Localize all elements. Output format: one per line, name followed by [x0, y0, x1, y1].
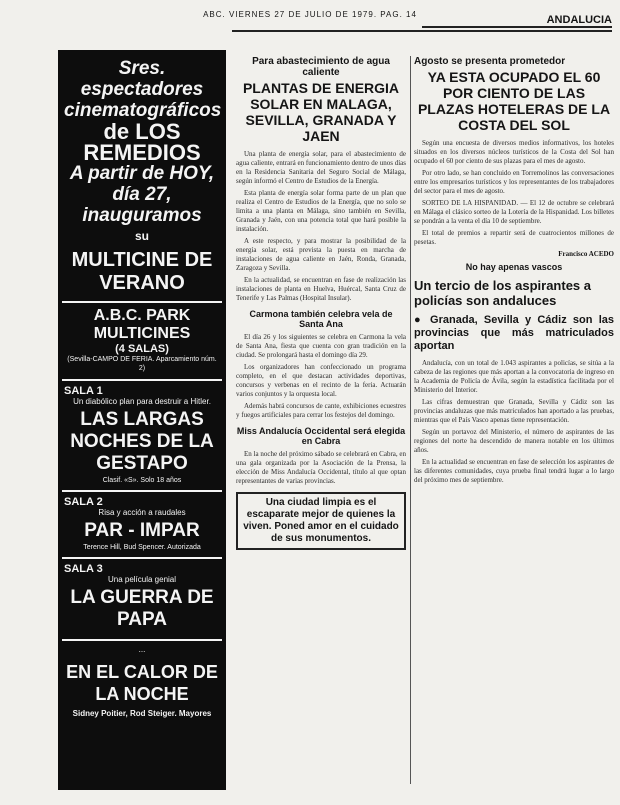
article-2-paragraph: Además habrá concursos de cante, exhibiciones ecuestres y fuegos artificiales para cerrar los festejos del domingo.	[236, 402, 406, 419]
column-2	[414, 56, 614, 488]
ad-park-title: A.B.C. PARK MULTICINES	[93, 307, 191, 342]
sala-3-label: SALA 3	[64, 563, 103, 575]
ad-salas: (4 SALAS)	[115, 343, 169, 355]
article-1-paragraph: A este respecto, y para mostrar la posibilidad de la energía solar, está prevista la puesta en marcha de instalaciones de agua caliente en Jaén, Ronda, Granada, Zaragoza y Sevilla.	[236, 237, 406, 272]
article-5-kicker: No hay apenas vascos	[465, 262, 563, 272]
civic-notice-box: Una ciudad limpia es el escaparate mejor de quienes la viven. Poned amor en el cuidado de sus monumentos.	[236, 492, 406, 550]
ad-line-1: Sres. espectadores	[80, 58, 204, 100]
section-label: ANDALUCIA	[422, 14, 612, 28]
article-5-paragraph: Andalucía, con un total de 1.043 aspirantes a policías, se sitúa a la cabeza de las regiones que más aportan a la convocatoria de ingreso en la Academia de Policía de Ávila, según la estadística facilitada por el Ministerio del Interior.	[414, 359, 614, 394]
sala-2-note: Terence Hill, Bud Spencer. Autorizada	[83, 544, 201, 551]
article-5-paragraph: Según un portavoz del Ministerio, el número de aspirantes de las regiones del norte ha descendido de manera notable en los últimos años.	[414, 428, 614, 454]
ad-line-4: A partir de HOY,	[69, 163, 215, 184]
ad-line-5: día 27, inauguramos	[82, 184, 202, 226]
ad-divider	[62, 379, 222, 381]
ad-divider	[62, 557, 222, 559]
sala-2-title: PAR - IMPAR	[84, 520, 200, 541]
ad-divider	[62, 490, 222, 492]
article-2-paragraph: Los organizadores han confeccionado un programa completo, en el que destacan actividades deportivas, concursos y verbenas en el recinto de la feria. Actuarán varios conjuntos y la orquesta local.	[236, 363, 406, 398]
article-4-kicker: Agosto se presenta prometedor	[414, 56, 566, 67]
column-divider	[410, 56, 411, 784]
article-4-paragraph: Por otro lado, se han concluido en Torremolinos las conversaciones entre los empresarios turísticos y los representantes de los trabajadores del sector para el mes de agosto.	[414, 169, 614, 195]
sala-1-desc: Un diabólico plan para destruir a Hitler.	[73, 397, 211, 406]
ad-line-2: cinematográficos	[64, 100, 222, 121]
ad-multicine: MULTICINE DE VERANO	[71, 249, 213, 294]
ad-film-title-1: EN EL CALOR DE	[66, 662, 218, 682]
article-5-paragraph: Las cifras demuestran que Granada, Sevilla y Cádiz son las provincias andaluzas que más matriculados han aportado a las pruebas, mientras que el País Vasco apenas tiene representación.	[414, 398, 614, 424]
article-4-paragraph: Según una encuesta de diversos medios informativos, los hoteles situados en los diversos núcleos turísticos de la Costa del Sol han ocupado el 60 por ciento de sus plazas para el mes de agosto.	[414, 139, 614, 165]
sala-1-title: LAS LARGAS NOCHES DE LA GESTAPO	[70, 409, 214, 474]
article-1-paragraph: En la actualidad, se encuentran en fase de realización las instalaciones de planta en Huelva, Huércal, Santa Cruz de Tenerife y Las Palmas (Hospital Insular).	[236, 276, 406, 302]
ad-divider	[62, 639, 222, 641]
byline: Francisco ACEDO	[558, 250, 614, 258]
ad-line-6: su	[134, 229, 149, 243]
page-header: ABC. VIERNES 27 DE JULIO DE 1979. PAG. 14	[203, 10, 417, 19]
article-5-subheadline-text: Granada, Sevilla y Cádiz son las provincias que más matriculados aportan	[414, 314, 614, 352]
article-4-headline: YA ESTA OCUPADO EL 60 POR CIENTO DE LAS PLAZAS HOTELERAS DE LA COSTA DEL SOL	[417, 69, 611, 133]
sala-2-label: SALA 2	[64, 496, 103, 508]
top-rule	[232, 30, 612, 32]
ad-divider	[62, 301, 222, 303]
article-1-kicker: Para abastecimiento de agua caliente	[252, 56, 390, 78]
sala-2-desc: Risa y acción a raudales	[98, 508, 186, 517]
sala-3-title: LA GUERRA DE PAPA	[70, 587, 214, 630]
ad-intro	[58, 50, 226, 247]
article-5-headline: Un tercio de los aspirantes a policías son andaluces	[414, 278, 592, 308]
ad-line-3: de LOS REMEDIOS	[83, 119, 201, 165]
sorteo-paragraph: El total de premios a repartir será de cuatrocientos millones de pesetas.	[414, 229, 614, 246]
article-5-subheadline: ● Granada, Sevilla y Cádiz son las provincias que más matriculados aportan	[414, 314, 614, 352]
sala-1-label: SALA 1	[64, 385, 103, 397]
ad-film-title-2: LA NOCHE	[95, 684, 189, 704]
article-1-paragraph: Esta planta de energía solar forma parte de un plan que realiza el Centro de Estudios de la Energía, que no solo se limita a una planta en Málaga, sino también en Sevilla, Granada y Jaén, con una potencia total que hará posible la instalación.	[236, 189, 406, 233]
article-1-headline: PLANTAS DE ENERGIA SOLAR EN MALAGA, SEVILLA, GRANADA Y JAEN	[242, 80, 400, 144]
column-1	[236, 56, 406, 550]
sala-3-desc: Una película genial	[107, 575, 177, 584]
ad-location: (Sevilla-CAMPO DE FERIA. Aparcamiento núm. 2)	[67, 356, 217, 372]
article-2-headline: Carmona también celebra vela de Santa Ana	[249, 309, 393, 329]
sala-1-note: Clasif. «S». Solo 18 años	[102, 477, 182, 484]
sala-4-desc: ...	[138, 645, 146, 654]
article-1-paragraph: Una planta de energía solar, para el abastecimiento de agua caliente, entrará en funcionamiento dentro de unos días en la Residencia Sanitaria del Seguro Social de Málaga, según informó el Centro de Estudios de la Energía.	[236, 150, 406, 185]
sorteo-paragraph: SORTEO DE LA HISPANIDAD. — El 12 de octubre se celebrará en Málaga el clásico sorteo de la Lotería de la Hispanidad. Los billetes se pondrán a la venta el día 10 de septiembre.	[414, 199, 614, 225]
article-5-paragraph: En la actualidad se encuentran en fase de selección los aspirantes de las diferentes comunidades, cuya prueba final tendrá lugar a lo largo del próximo mes de septiembre.	[414, 458, 614, 484]
article-2-paragraph: El día 26 y los siguientes se celebra en Carmona la vela de Santa Ana, fiesta que cuenta con gran tradición en la ciudad. Se prolongará hasta el domingo día 29.	[236, 333, 406, 359]
ad-cast: Sidney Poitier, Rod Steiger. Mayores	[72, 709, 212, 718]
article-3-headline: Miss Andalucía Occidental será elegida en Cabra	[236, 426, 406, 446]
article-3-paragraph: En la noche del próximo sábado se celebrará en Cabra, en una gala organizada por la Asociación de la Prensa, la elección de Miss Andalucía Occidental, título al que optan representantes de varias provincias.	[236, 450, 406, 485]
cinema-advertisement	[58, 50, 226, 790]
